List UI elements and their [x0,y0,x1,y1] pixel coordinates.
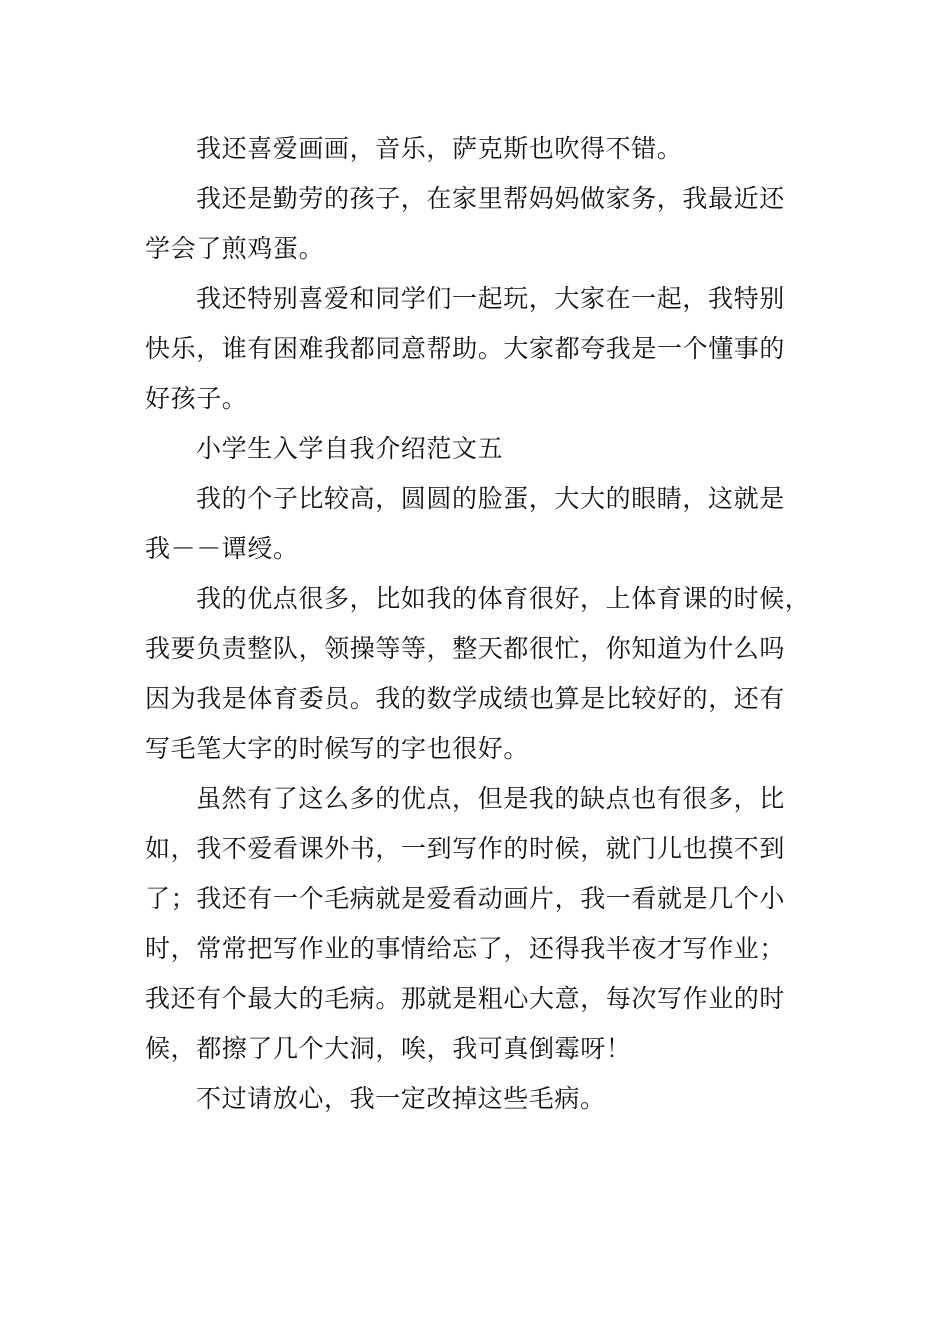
paragraph-line: 我的个子比较高，圆圆的脸蛋，大大的眼睛，这就是 [196,484,785,513]
paragraph-line: 写毛笔大字的时候写的字也很好。 [145,734,530,763]
paragraph-line: 我还特别喜爱和同学们一起玩，大家在一起，我特别 [196,284,785,313]
paragraph-line: 我－－谭绶。 [145,534,299,563]
paragraph-line: 我还喜爱画画，音乐，萨克斯也吹得不错。 [196,134,683,163]
paragraph-line: 虽然有了这么多的优点，但是我的缺点也有很多，比 [196,784,785,813]
paragraph-line: 我还有个最大的毛病。那就是粗心大意，每次写作业的时 [145,984,786,1013]
paragraph-line: 好孩子。 [145,384,248,413]
paragraph-line: 我还是勤劳的孩子，在家里帮妈妈做家务，我最近还 [196,184,785,213]
paragraph-line: 学会了煎鸡蛋。 [145,234,325,263]
paragraph-line: 我要负责整队，领操等等，整天都很忙，你知道为什么吗 [145,634,786,663]
section-heading: 小学生入学自我介绍范文五 [196,434,504,463]
paragraph-line: 时，常常把写作业的事情给忘了，还得我半夜才写作业； [145,934,786,963]
paragraph-line: 不过请放心，我一定改掉这些毛病。 [196,1084,606,1113]
paragraph-line: 快乐，谁有困难我都同意帮助。大家都夸我是一个懂事的 [145,334,786,363]
paragraph-line: 候，都擦了几个大洞，唉，我可真倒霉呀！ [145,1034,632,1063]
paragraph-line: 我的优点很多，比如我的体育很好，上体育课的时候， [196,584,811,613]
paragraph-line: 如，我不爱看课外书，一到写作的时候，就门儿也摸不到 [145,834,786,863]
paragraph-line: 了；我还有一个毛病就是爱看动画片，我一看就是几个小 [145,884,786,913]
paragraph-line: 因为我是体育委员。我的数学成绩也算是比较好的，还有 [145,684,786,713]
